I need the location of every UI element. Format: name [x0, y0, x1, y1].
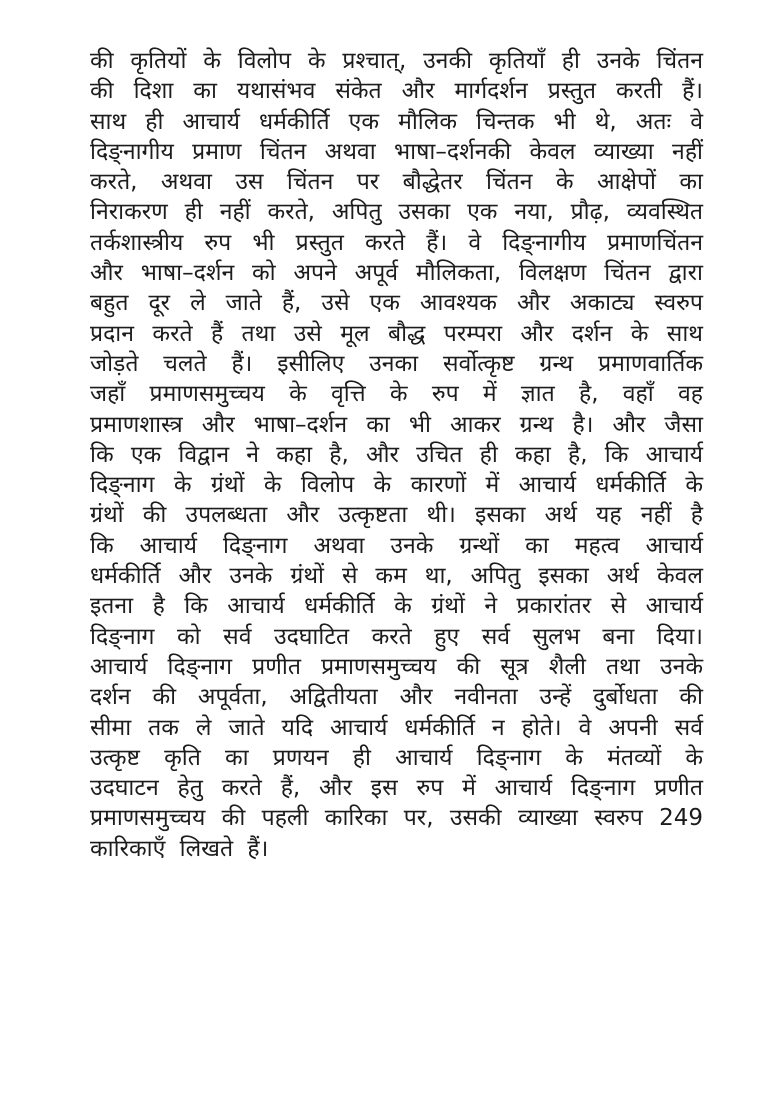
- text-line: कि आचार्य दिङ्नाग अथवा उनके ग्रन्थों का महत्व आचार्य: [90, 532, 703, 559]
- text-line: जोड़ते चलते हैं। इसीलिए उनका सर्वोत्कृष्ट ग्रन्थ प्रमाणवार्तिक: [90, 350, 703, 377]
- text-line: सीमा तक ले जाते यदि आचार्य धर्मकीर्ति न होते। वे अपनी सर्व: [90, 714, 703, 741]
- text-line: करते, अथवा उस चिंतन पर बौद्धेतर चिंतन के आक्षेपों का: [90, 169, 703, 196]
- text-line: दिङ्नाग के ग्रंथों के विलोप के कारणों में आचार्य धर्मकीर्ति के: [90, 472, 703, 499]
- text-line: दिङ्नागीय प्रमाण चिंतन अथवा भाषा–दर्शनकी केवल व्याख्या नहीं: [90, 138, 703, 165]
- text-line: साथ ही आचार्य धर्मकीर्ति एक मौलिक चिन्तक भी थे, अतः वे: [90, 108, 703, 135]
- text-block: [90, 46, 703, 864]
- text-line: कि एक विद्वान ने कहा है, और उचित ही कहा है, कि आचार्य: [90, 441, 703, 468]
- text-line: और भाषा–दर्शन को अपने अपूर्व मौलिकता, विलक्षण चिंतन द्वारा: [90, 260, 703, 287]
- text-line: तर्कशास्त्रीय रुप भी प्रस्तुत करते हैं। वे दिङ्नागीय प्रमाणचिंतन: [90, 229, 703, 256]
- text-line: आचार्य दिङ्नाग प्रणीत प्रमाणसमुच्चय की सूत्र शैली तथा उनके: [90, 653, 703, 680]
- text-line: इतना है कि आचार्य धर्मकीर्ति के ग्रंथों ने प्रकारांतर से आचार्य: [90, 593, 703, 620]
- text-line: प्रमाणशास्त्र और भाषा–दर्शन का भी आकर ग्रन्थ है। और जैसा: [90, 411, 703, 438]
- text-line: उत्कृष्ट कृति का प्रणयन ही आचार्य दिङ्नाग के मंतव्यों के: [90, 744, 703, 771]
- text-line: बहुत दूर ले जाते हैं, उसे एक आवश्यक और अकाट्य स्वरुप: [90, 290, 703, 317]
- text-line: दर्शन की अपूर्वता, अद्वितीयता और नवीनता उन्हें दुर्बोधता की: [90, 684, 703, 711]
- text-line: धर्मकीर्ति और उनके ग्रंथों से कम था, अपितु इसका अर्थ केवल: [90, 563, 703, 590]
- text-line: ग्रंथों की उपलब्धता और उत्कृष्टता थी। इसका अर्थ यह नहीं है: [90, 502, 703, 529]
- text-line: उदघाटन हेतु करते हैं, और इस रुप में आचार्य दिङ्नाग प्रणीत: [90, 775, 703, 802]
- text-line: दिङ्नाग को सर्व उदघाटित करते हुए सर्व सुलभ बना दिया।: [90, 623, 703, 650]
- text-line: निराकरण ही नहीं करते, अपितु उसका एक नया, प्रौढ़, व्यवस्थित: [90, 199, 703, 226]
- text-line: कारिकाएँ लिखते हैं।: [90, 835, 269, 862]
- text-line: की कृतियों के विलोप के प्रश्चात्, उनकी कृतियाँ ही उनके चिंतन: [90, 48, 703, 74]
- text-line: की दिशा का यथासंभव संकेत और मार्गदर्शन प्रस्तुत करती हैं।: [90, 78, 703, 105]
- text-line: प्रमाणसमुच्चय की पहली कारिका पर, उसकी व्याख्या स्वरुप 249: [90, 805, 703, 832]
- text-line: प्रदान करते हैं तथा उसे मूल बौद्ध परम्परा और दर्शन के साथ: [90, 320, 703, 347]
- text-line: जहाँ प्रमाणसमुच्चय के वृत्ति के रुप में ज्ञात है, वहाँ वह: [90, 381, 703, 408]
